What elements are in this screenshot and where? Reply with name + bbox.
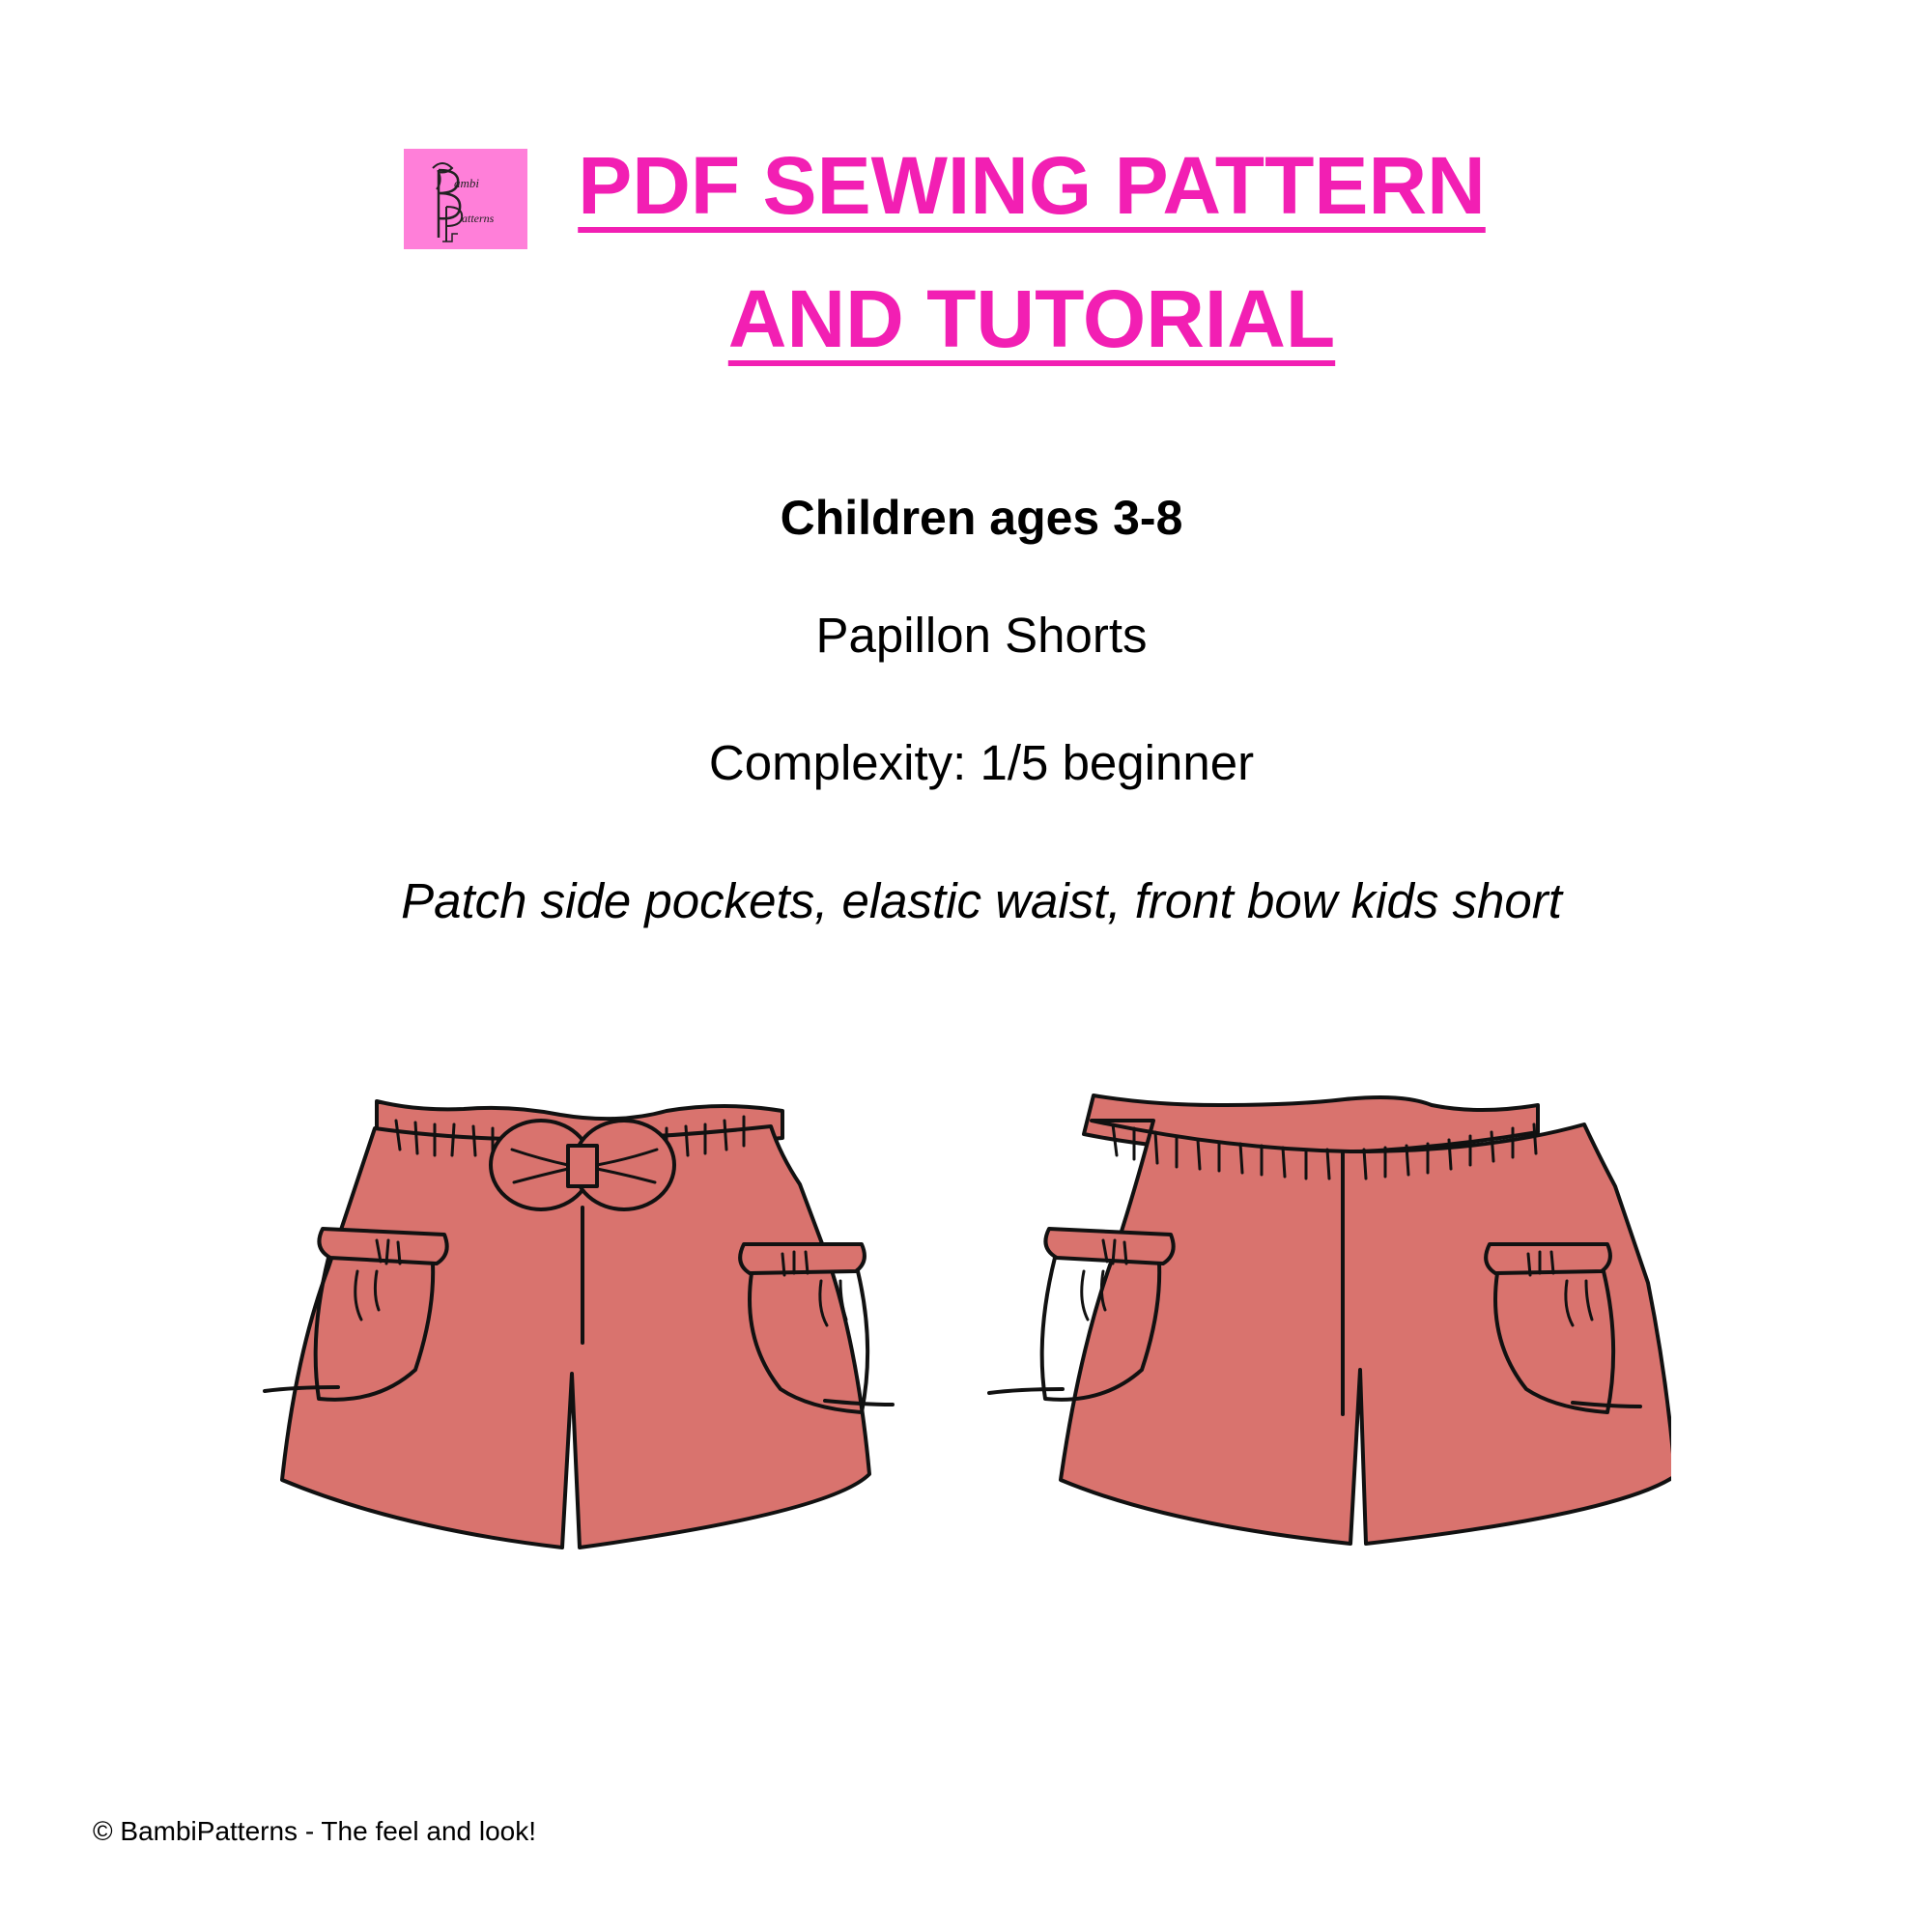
back-view: [989, 1095, 1671, 1544]
product-description: Patch side pockets, elastic waist, front bow kids short: [401, 873, 1562, 928]
age-range: Children ages 3-8: [780, 491, 1183, 545]
front-view: [265, 1101, 893, 1548]
logo-text-1: ambi: [454, 176, 479, 190]
page-title-line2: AND TUTORIAL: [727, 273, 1336, 364]
shorts-illustration: [261, 1082, 1671, 1565]
product-name: Papillon Shorts: [815, 608, 1148, 663]
page-title-line1: PDF SEWING PATTERN: [578, 140, 1486, 231]
logo-text-2: atterns: [462, 212, 495, 225]
complexity-level: Complexity: 1/5 beginner: [708, 735, 1255, 790]
copyright-footer: © BambiPatterns - The feel and look!: [93, 1816, 537, 1846]
